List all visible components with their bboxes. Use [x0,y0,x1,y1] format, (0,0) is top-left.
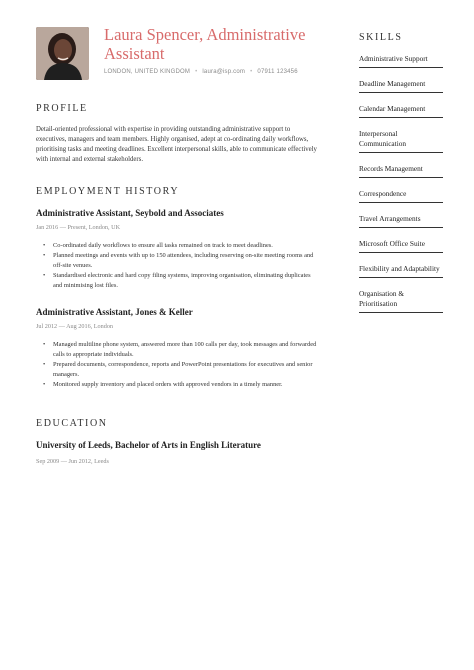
skills-heading: SKILLS [359,32,403,43]
degree-title: University of Leeds, Bachelor of Arts in English Literature [36,440,261,450]
separator-dot: • [195,69,198,75]
education-dates: Sep 2009 — Jun 2012, Leeds [36,458,109,465]
job-dates: Jan 2016 — Present, London, UK [36,224,121,231]
skill-item: Microsoft Office Suite [359,237,443,253]
job-dates: Jul 2012 — Aug 2016, London [36,323,114,330]
email-link[interactable]: laura@isp.com [202,69,246,75]
separator-dot: • [250,69,253,75]
person-portrait-icon [36,27,89,80]
job-bullet: • Planned meetings and events with up to 150 attendees, including reserving on-site meeting rooms and off-site venues. [36,251,321,270]
job-bullet: • Standardised electronic and hard copy filing systems, improving organisation, eliminating duplicates and minimising lost files. [36,271,321,290]
education-heading: EDUCATION [36,418,108,429]
job-bullet: • Managed multiline phone system, answered more than 100 calls per day, took messages and forwarded calls to appropriate individuals. [36,340,321,359]
skill-item: Records Management [359,162,443,178]
employment-heading: EMPLOYMENT HISTORY [36,186,180,197]
job-bullets [36,241,321,291]
skill-item: Administrative Support [359,52,443,68]
job-bullet: • Prepared documents, correspondence, reports and PowerPoint presentations for executives and senior managers. [36,360,321,379]
profile-photo [36,27,89,80]
skills-list [359,52,443,322]
skill-item: Interpersonal Communication [359,127,443,153]
skill-item: Calendar Management [359,102,443,118]
skill-item: Correspondence [359,187,443,203]
location-text: LONDON, UNITED KINGDOM [104,69,191,75]
skill-item: Organisation & Prioritisation [359,287,443,313]
skill-item: Travel Arrangements [359,212,443,228]
candidate-name: Laura Spencer, Administrative Assistant [104,25,306,63]
profile-summary: Detail-oriented professional with expertise in providing outstanding administrative support to executives, managers and team members. Highly organised, adept at co-ordinating daily workflows, prioritising tasks and meeting deadlines. Excellent interpersonal skills, able to communicate effectively with internal and external stakeholders. [36,126,317,163]
job-bullets [36,340,321,390]
contact-line [104,69,344,75]
profile-heading: PROFILE [36,103,88,114]
job-title: Administrative Assistant, Seybold and Associates [36,208,224,218]
phone-text: 07911 123456 [257,69,298,75]
skill-item: Deadline Management [359,77,443,93]
job-title: Administrative Assistant, Jones & Keller [36,307,193,317]
skill-item: Flexibility and Adaptability [359,262,443,278]
job-bullet: • Co-ordinated daily workflows to ensure all tasks remained on track to meet deadlines. [36,241,321,251]
job-bullet: • Monitored supply inventory and placed orders with approved vendors in a timely manner. [36,380,321,390]
